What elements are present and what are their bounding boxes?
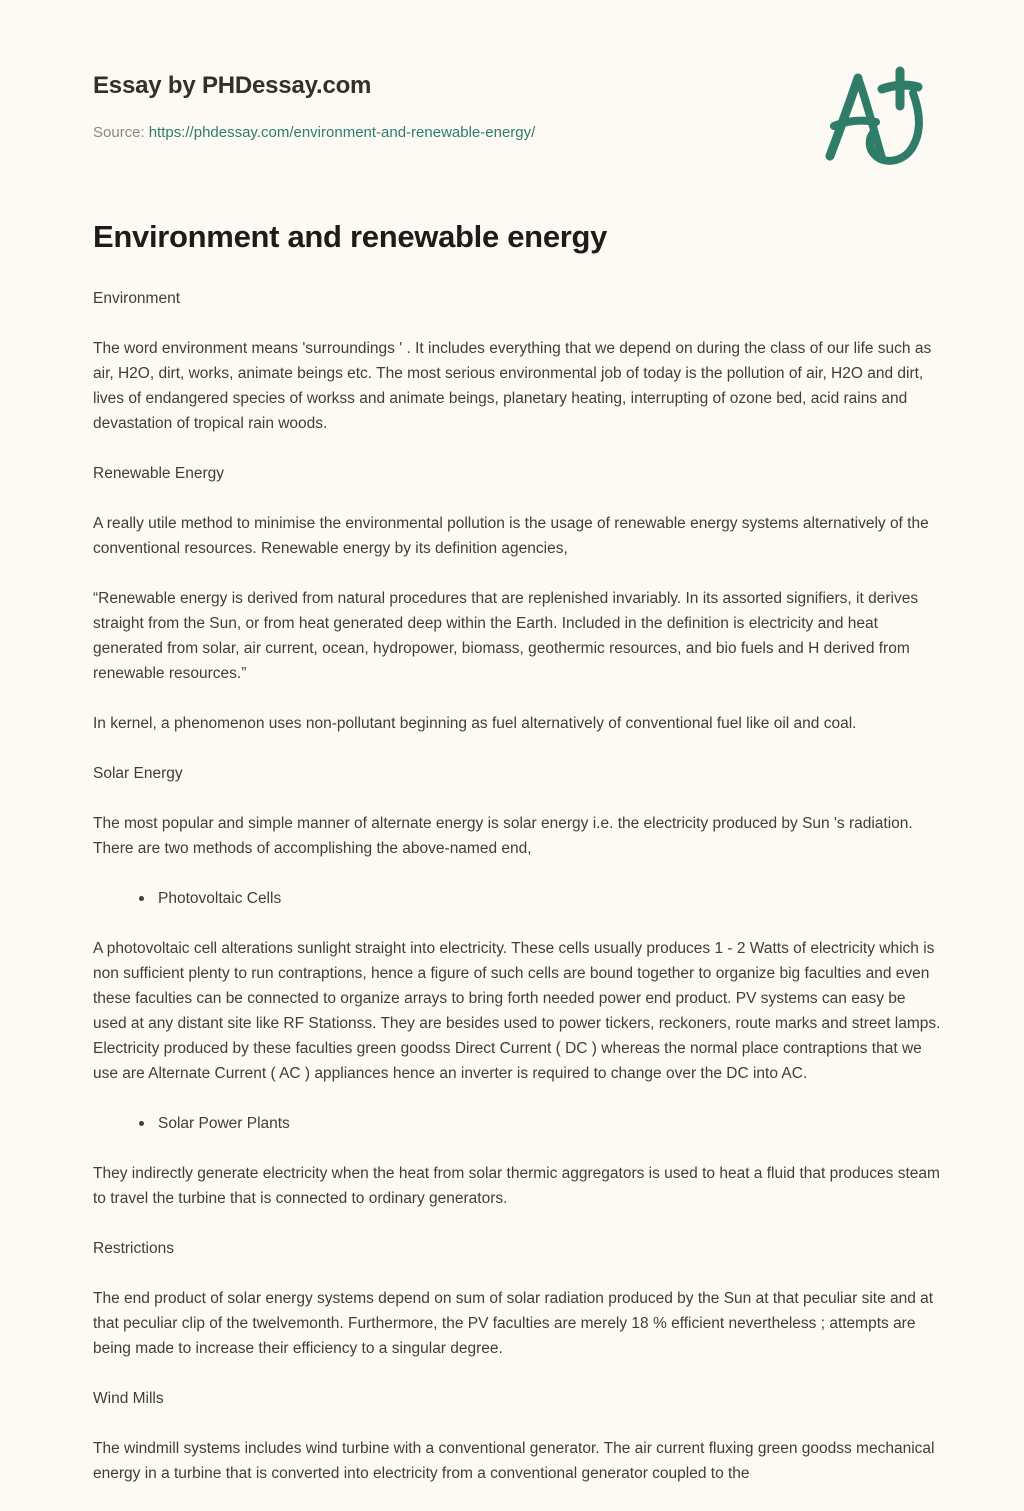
source-line <box>93 124 535 141</box>
body-paragraph: The most popular and simple manner of alternate energy is solar energy i.e. the electricity produced by Sun 's radiation. There are two methods of accomplishing the above-named end, <box>93 815 913 857</box>
body-paragraph: A really utile method to minimise the environmental pollution is the usage of renewable energy systems alternatively of the conventional resources. Renewable energy by its definition agencies, <box>93 515 929 557</box>
bullet-list <box>93 1111 941 1136</box>
article-body <box>93 218 941 1511</box>
section-heading: Renewable Energy <box>93 465 224 482</box>
section-heading: Restrictions <box>93 1240 174 1257</box>
section-heading: Solar Energy <box>93 765 183 782</box>
section-heading: Wind Mills <box>93 1390 164 1407</box>
source-label: Source: <box>93 124 145 141</box>
list-item: Solar Power Plants <box>139 1111 941 1136</box>
body-paragraph: A photovoltaic cell alterations sunlight straight into electricity. These cells usually produces 1 - 2 Watts of electricity which is non sufficient plenty to run contraptions, hence a figure of such cells are bound together to organize big faculties and even these faculties can be connected to organize arrays to bring forth needed power end product. PV systems can easy be used at any distant site like RF Stationss. They are besides used to power tickers, reckoners, route marks and street lamps. Electricity produced by these faculties green goodss Direct Current ( DC ) whereas the normal place contraptions that we use are Alternate Current ( AC ) appliances hence an inverter is required to change over the DC into AC. <box>93 940 941 1082</box>
section-heading: Environment <box>93 290 181 307</box>
a-plus-logo-icon <box>812 62 934 174</box>
site-header <box>0 0 1024 190</box>
brand-title: Essay by PHDessay.com <box>93 72 372 99</box>
body-paragraph: The word environment means 'surroundings ' . It includes everything that we depend on during the class of our life such as air, H2O, dirt, works, animate beings etc. The most serious environmental job of today is the pollution of air, H2O and dirt, lives of endangered species of workss and animate beings, planetary heating, interrupting of ozone bed, acid rains and devastation of tropical rain woods. <box>93 340 932 432</box>
list-item: Photovoltaic Cells <box>139 886 941 911</box>
body-paragraph: The end product of solar energy systems depend on sum of solar radiation produced by the Sun at that peculiar site and at that peculiar clip of the twelvemonth. Furthermore, the PV faculties are merely 18 % efficient nevertheless ; attempts are being made to increase their efficiency to a singular degree. <box>93 1290 934 1357</box>
source-url-link[interactable]: https://phdessay.com/environment-and-renewable-energy/ <box>148 124 536 141</box>
body-paragraph: The windmill systems includes wind turbine with a conventional generator. The air current fluxing green goodss mechanical energy in a turbine that is converted into electricity from a conventional generator coupled to the <box>93 1440 935 1482</box>
body-paragraph: In kernel, a phenomenon uses non-pollutant beginning as fuel alternatively of conventional fuel like oil and coal. <box>93 715 857 732</box>
page-title: Environment and renewable energy <box>93 219 608 254</box>
body-paragraph: They indirectly generate electricity when the heat from solar thermic aggregators is used to heat a fluid that produces steam to travel the turbine that is connected to ordinary generators. <box>93 1165 940 1207</box>
article-blocks <box>93 286 941 1486</box>
body-paragraph: “Renewable energy is derived from natural procedures that are replenished invariably. In its assorted signifiers, it derives straight from the Sun, or from heat generated deep within the Earth. Included in the definition is electricity and heat generated from solar, air current, ocean, hydropower, biomass, geothermic resources, and bio fuels and H derived from renewable resources.” <box>93 590 919 682</box>
bullet-list <box>93 886 941 911</box>
